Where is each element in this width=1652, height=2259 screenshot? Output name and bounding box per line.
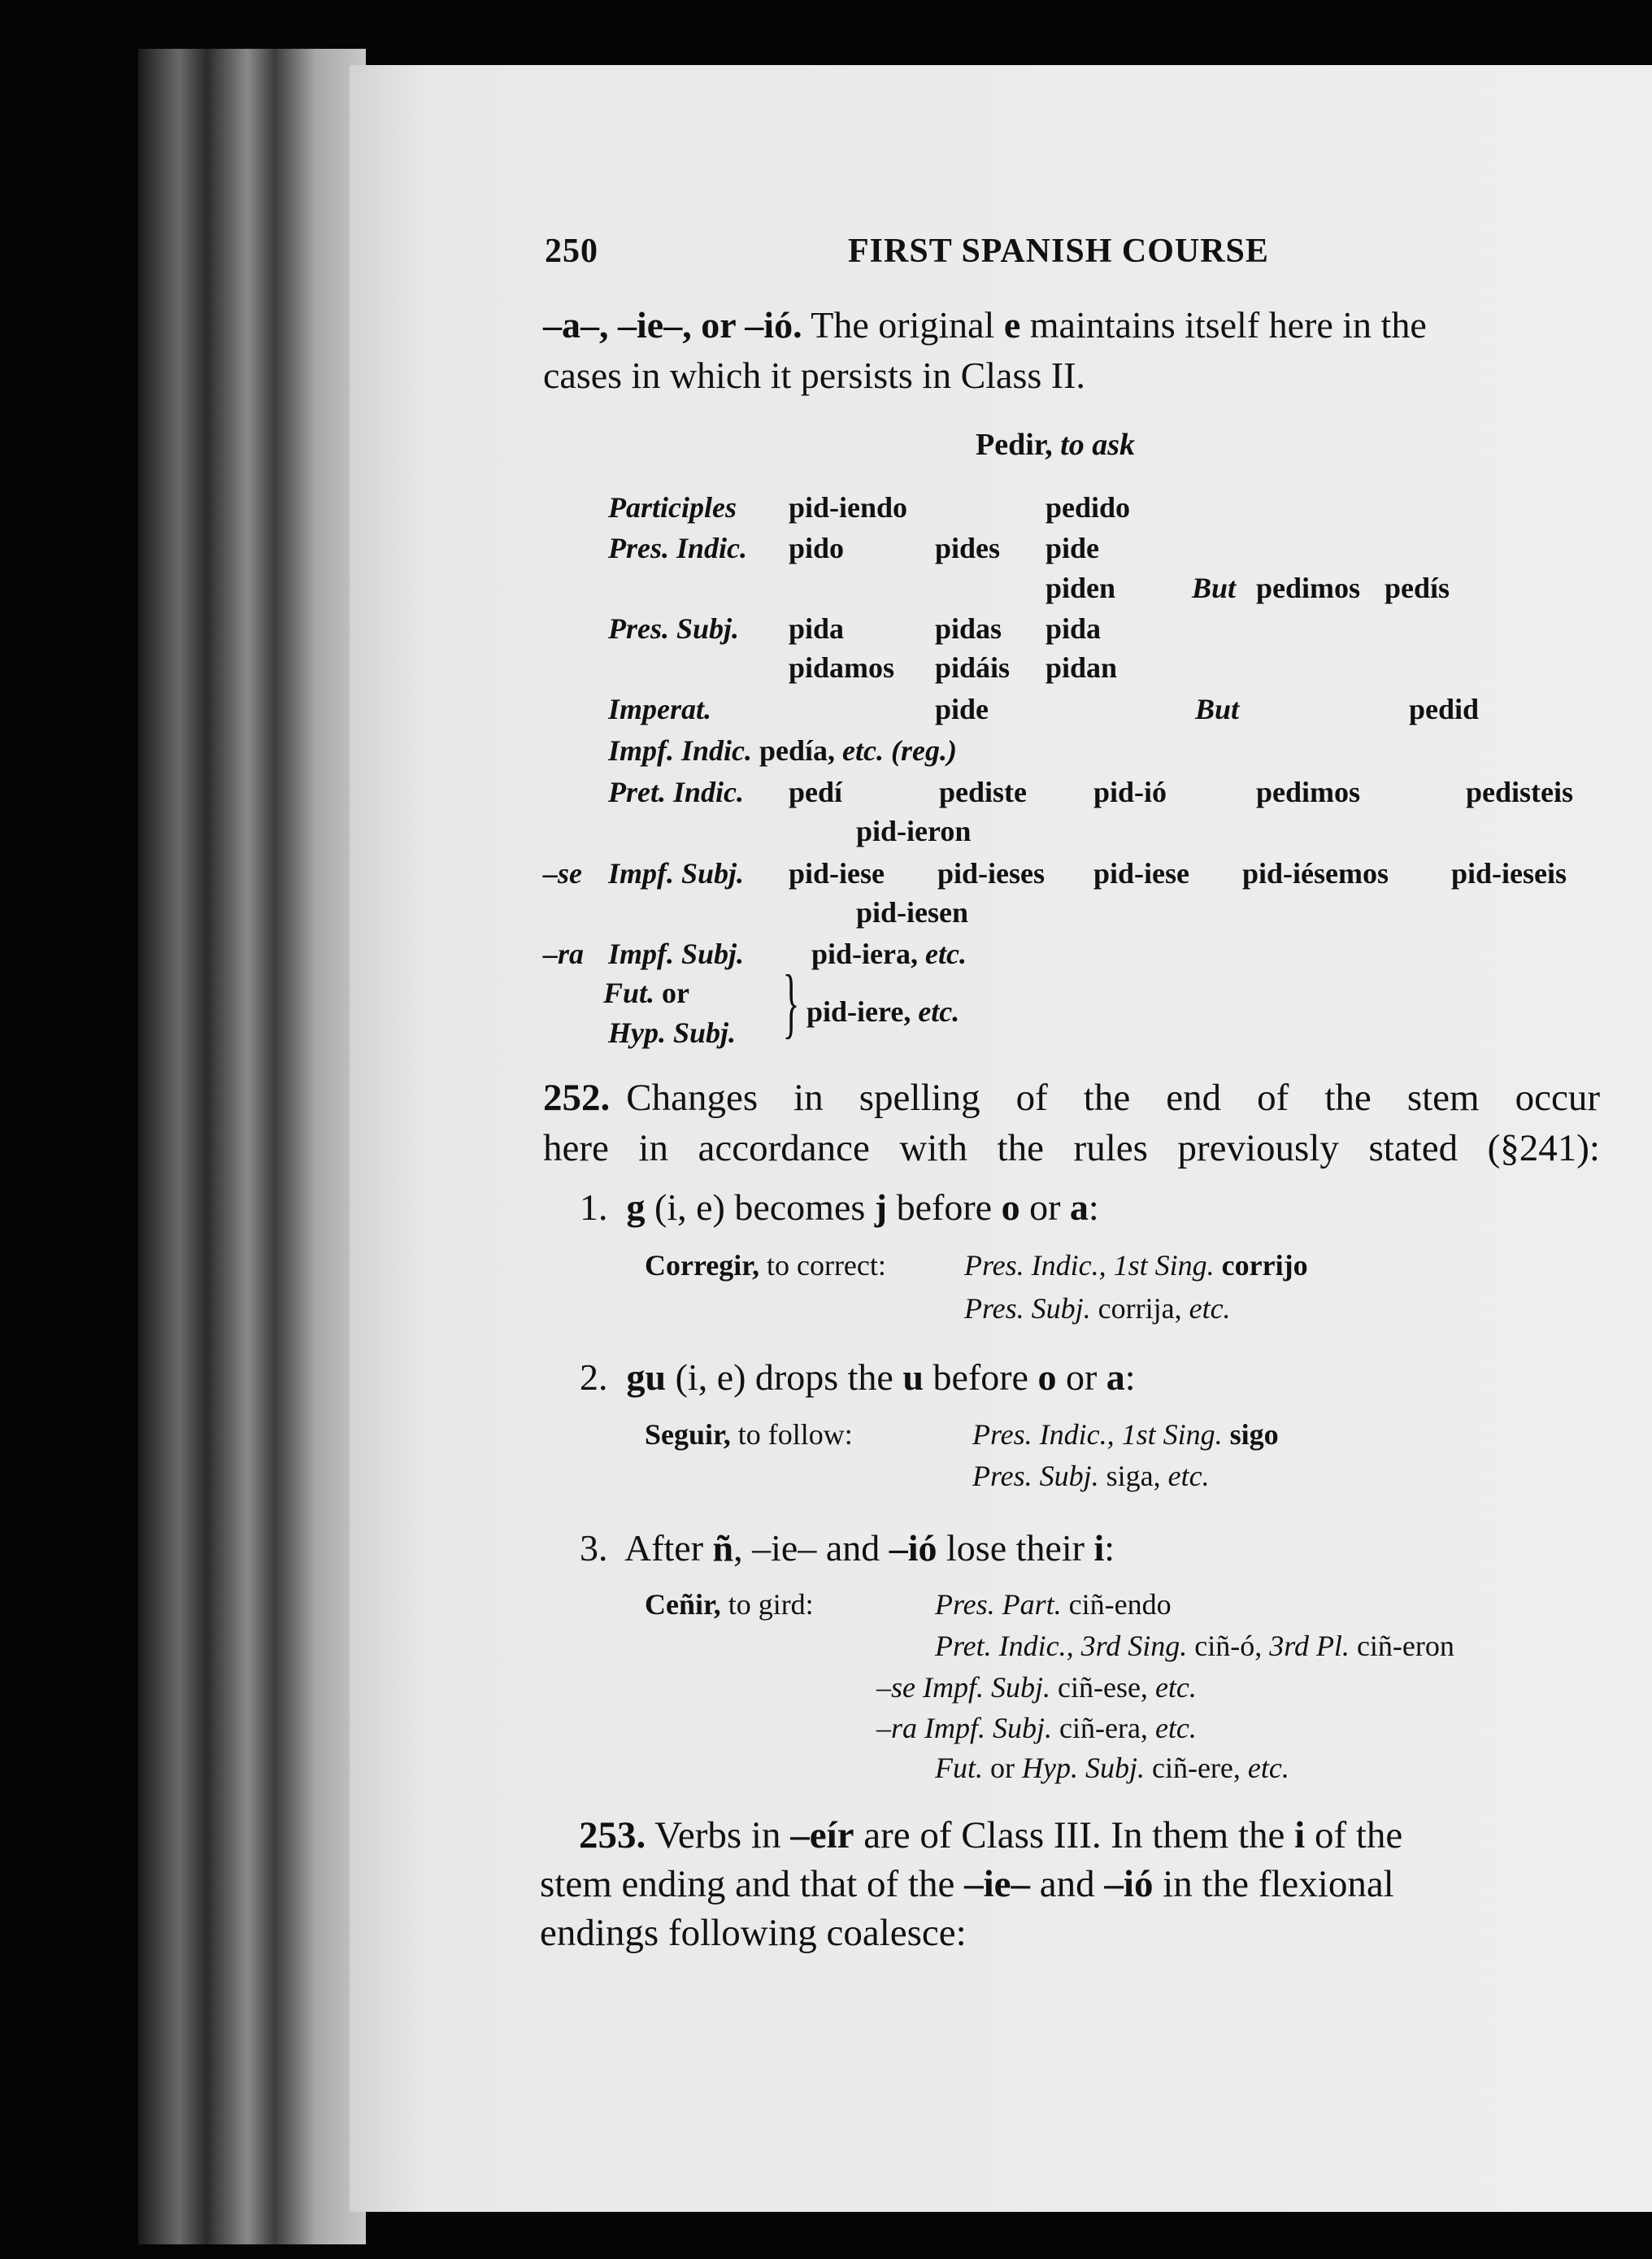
running-title: FIRST SPANISH COURSE [848,233,1269,270]
but-word: But [1192,572,1237,604]
row-label-ra-impf-subj: Impf. Subj. [608,938,745,970]
form: pedimos [1256,572,1361,604]
intro-line-2: cases in which it persists in Class II. [543,355,1085,396]
row-label-pres-indic: Pres. Indic. [608,532,747,564]
form: pides [935,532,1001,564]
row-label-se-impf-subj: Impf. Subj. [608,857,745,890]
book-edge [138,49,366,2244]
form: pide [935,693,989,725]
form: pidan [1046,651,1118,684]
example-1-verb: Corregir, to correct: [645,1249,886,1282]
row-label-imperat: Imperat. [608,693,712,725]
form: pedís [1385,572,1450,604]
page-number: 250 [545,233,598,270]
example-3-line-2: Pret. Indic., 3rd Sing. ciñ-ó, 3rd Pl. ciñ-eron [935,1630,1454,1662]
example-3-line-4: –ra Impf. Subj. ciñ-era, etc. [876,1712,1197,1744]
example-2-verb: Seguir, to follow: [645,1418,853,1451]
form: pidamos [789,651,895,684]
row-impf-indic: Impf. Indic. pedía, etc. (reg.) [608,734,957,767]
form: pedimos [1256,776,1361,808]
section-253-line-3: endings following coalesce: [540,1912,967,1954]
form: pedisteis [1466,776,1574,808]
form: pid-ió [1093,776,1167,808]
form: pid-iésemos [1242,857,1389,890]
form: pedí [789,776,843,808]
form: piden [1046,572,1116,604]
form: pide [1046,532,1100,564]
section-253-line-2: stem ending and that of the –ie– and –ió in the flexional [540,1863,1394,1905]
section-253-line-1: 253. Verbs in –eír are of Class III. In them the i of the [579,1814,1403,1856]
form: pid-iesen [856,896,969,929]
rule-3: 3. After ñ, –ie– and –ió lose their i: [580,1527,1115,1569]
rule-1: 1. g (i, e) becomes j before o or a: [580,1186,1099,1228]
section-252-line-1: 252. Changes in spelling of the end of the stem occur [543,1077,1600,1119]
example-2-line-1: Pres. Indic., 1st Sing. sigo [972,1418,1279,1451]
form: pida [1046,612,1102,645]
brace: } [782,959,800,1046]
row-prefix-se: –se [543,857,582,890]
row-fut-form: pid-iere, etc. [806,995,960,1028]
form: pidáis [935,651,1011,684]
row-ra-form: pid-iera, etc. [811,938,967,970]
example-3-line-5: Fut. or Hyp. Subj. ciñ-ere, etc. [935,1752,1289,1784]
form: pedid [1409,693,1480,725]
example-3-line-1: Pres. Part. ciñ-endo [935,1588,1172,1621]
conjugation-title: Pedir, to ask [976,428,1136,462]
example-3-line-3: –se Impf. Subj. ciñ-ese, etc. [876,1671,1197,1704]
example-2-line-2: Pres. Subj. siga, etc. [972,1460,1210,1492]
form: pid-ieses [937,857,1046,890]
form: pid-iendo [789,491,908,524]
row-prefix-ra: –ra [543,938,585,970]
form: pid-iese [1093,857,1190,890]
form: pidas [935,612,1002,645]
form: pido [789,532,845,564]
form: pid-ieseis [1451,857,1567,890]
example-1-line-2: Pres. Subj. corrija, etc. [964,1292,1231,1325]
row-fut: Fut. or [603,977,690,1009]
form: pediste [939,776,1027,808]
intro-line-1: –a–, –ie–, or –ió. The original e maintains itself here in the [543,304,1427,346]
row-label-pret-indic: Pret. Indic. [608,776,744,808]
form: pid-ieron [856,815,972,847]
example-1-line-1: Pres. Indic., 1st Sing. corrijo [964,1249,1308,1282]
form: pedido [1046,491,1131,524]
row-label-hyp-subj: Hyp. Subj. [608,1016,737,1049]
but-word: But [1195,693,1240,725]
rule-2: 2. gu (i, e) drops the u before o or a: [580,1356,1136,1398]
form: pida [789,612,845,645]
example-3-verb: Ceñir, to gird: [645,1588,814,1621]
row-label-pres-subj: Pres. Subj. [608,612,740,645]
row-label-participles: Participles [608,491,737,524]
section-252-line-2: here in accordance with the rules previously stated (§241): [543,1127,1600,1169]
form: pid-iese [789,857,885,890]
